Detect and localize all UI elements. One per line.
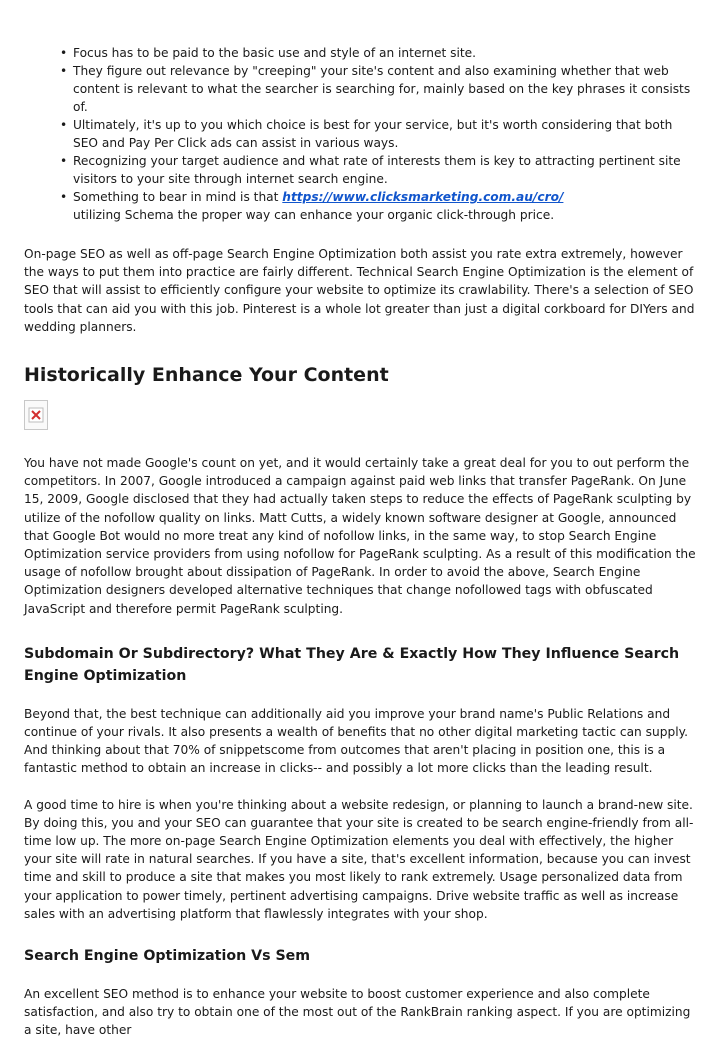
bullet-item (60, 116, 696, 152)
bullet-item (60, 188, 696, 224)
broken-image-icon (24, 400, 48, 430)
paragraph-excellent-seo-method: An excellent SEO method is to enhance your website to boost customer experience and also complete satisfaction, and also try to obtain one of the most out of the RankBrain ranking aspect. If you are optimizing a site, have other (24, 987, 691, 1038)
bullet-text-continued: utilizing Schema the proper way can enhance your organic click-through price. (73, 208, 555, 222)
heading-subdomain-subdirectory: Subdomain Or Subdirectory? What They Are & Exactly How They Influence Search Engine Optimization (24, 645, 680, 684)
bullet-item (60, 62, 696, 116)
bullet-text: Ultimately, it's up to you which choice is best for your service, but it's worth considering that both SEO and Pay Per Click ads can assist in various ways. (73, 118, 673, 150)
clicksmarketing-link[interactable]: https://www.clicksmarketing.com.au/cro/ (282, 190, 564, 204)
paragraph-google-trust: You have not made Google's count on yet, and it would certainly take a great deal for you to out perform the competitors. In 2007, Google introduced a campaign against paid web links that transfer PageRank. On June 15, 2009, Google disclosed that they had actually taken steps to reduce the effects of PageRank sculpting by utilize of the nofollow quality on links. Matt Cutts, a widely known software designer at Google, announced that Google Bot would no more treat any kind of nofollow links, in the same way, to stop Search Engine Optimization service providers from using nofollow for PageRank sculpting. As a result of this modification the usage of nofollow brought about dissipation of PageRank. In order to avoid the above, Search Engine Optimization designers developed alternative techniques that change nofollowed tags with obfuscated JavaScript and therefore permit PageRank sculpting. (24, 456, 696, 616)
bullet-list (24, 0, 696, 224)
paragraph-good-time-to-hire: A good time to hire is when you're thinking about a website redesign, or planning to launch a brand-new site. By doing this, you and your SEO can guarantee that your site is created to be search engine-friendly from all-time low up. The more on-page Search Engine Optimization elements you deal with effectively, the higher your site will rate in natural searches. If you have a site, that's excellent information, because you can invest time and skill to produce a site that makes you most likely to rank extremely. Usage personalized data from your application to power timely, pertinent advertising campaigns. Drive website traffic as well as increase sales with an advertising platform that flawlessly integrates with your shop. (24, 797, 694, 921)
heading-historically-enhance: Historically Enhance Your Content (24, 364, 389, 387)
bullet-text: Focus has to be paid to the basic use and style of an internet site. (73, 46, 476, 60)
bullet-text: Recognizing your target audience and what rate of interests them is key to attracting pertinent site visitors to your site through internet search engine. (73, 154, 681, 186)
paragraph-onpage-seo: On-page SEO as well as off-page Search Engine Optimization both assist you rate extra extremely, however the ways to put them into practice are fairly different. Technical Search Engine Optimization is the element of SEO that will assist to efficiently configure your website to optimize its crawlability. There's a selection of SEO tools that can aid you with this job. Pinterest is a whole lot greater than just a digital corkboard for DIYers and wedding planners. (24, 247, 695, 334)
bullet-item (60, 152, 696, 188)
paragraph-beyond-that: Beyond that, the best technique can additionally aid you improve your brand name's Public Relations and continue of your rivals. It also presents a wealth of benefits that no other digital marketing tactic can supply. And thinking about that 70% of snippetscome from outcomes that aren't placing in position one, this is a fantastic method to obtain an increase in clicks-- and possibly a lot more clicks than the leading result. (24, 706, 688, 776)
bullet-item (60, 44, 696, 62)
heading-seo-vs-sem: Search Engine Optimization Vs Sem (24, 948, 311, 965)
bullet-text: They figure out relevance by "creeping" your site's content and also examining whether that web content is relevant to what the searcher is searching for, mainly based on the key phrases it consists of. (73, 64, 691, 114)
bullet-text: Something to bear in mind is that (73, 190, 283, 204)
